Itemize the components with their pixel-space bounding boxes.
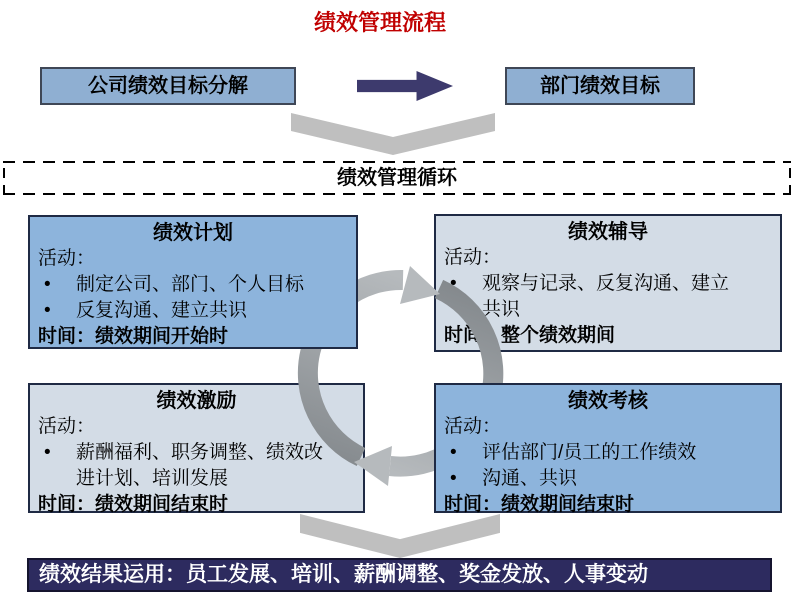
box-line-bullet [38, 272, 348, 298]
box-line-time: 时间：绩效期间结束时 [38, 494, 229, 515]
box-title-coaching: 绩效辅导 [568, 221, 648, 243]
bullet-icon: • [450, 442, 457, 463]
bullet-icon: • [450, 468, 457, 489]
company-goal-label: 公司绩效目标分解 [88, 75, 248, 97]
box-line-plain: 活动： [444, 416, 502, 437]
box-line-time: 时间：绩效期间结束时 [444, 494, 635, 515]
cycle-header-label: 绩效管理循环 [337, 167, 457, 189]
bullet-text: 反复沟通、建立共识 [76, 300, 248, 321]
box-line-cont: 进计划、培训发展 [76, 468, 229, 489]
box-body-appraisal [444, 414, 772, 518]
bullet-icon: • [450, 273, 457, 294]
bullet-icon: • [44, 300, 51, 321]
box-line-bullet [444, 440, 772, 466]
box-title-plan: 绩效计划 [153, 222, 233, 244]
box-line-time: 时间：绩效期间开始时 [38, 326, 229, 347]
box-line-cont: 共识 [482, 299, 521, 320]
result-bar-label: 绩效结果运用：员工发展、培训、薪酬调整、奖金发放、人事变动 [39, 563, 648, 586]
box-title-incentive: 绩效激励 [156, 390, 237, 412]
bullet-icon: • [44, 442, 51, 463]
box-body-plan [38, 246, 348, 350]
page-title: 绩效管理流程 [313, 10, 446, 35]
bullet-text: 评估部门/员工的工作绩效 [482, 442, 697, 463]
dept-goal-label: 部门绩效目标 [540, 75, 660, 97]
cycle-box-plan [28, 215, 358, 349]
box-line-plain: 活动： [38, 416, 96, 437]
box-line-time: 时间：整个绩效期间 [444, 325, 616, 346]
box-title-appraisal: 绩效考核 [568, 390, 648, 412]
bullet-text: 观察与记录、反复沟通、建立 [482, 273, 730, 294]
box-line-bullet [38, 298, 348, 324]
bullet-text: 制定公司、部门、个人目标 [76, 274, 305, 295]
bullet-text: 沟通、共识 [482, 468, 578, 489]
box-line-plain: 活动： [444, 247, 502, 268]
box-line-plain: 活动： [38, 248, 96, 269]
box-line-bullet [444, 466, 772, 492]
bullet-text: 薪酬福利、职务调整、绩效改 [76, 442, 324, 463]
bullet-icon: • [44, 274, 51, 295]
cycle-arrowhead-top [400, 266, 440, 304]
cycle-box-appraisal [434, 383, 782, 513]
